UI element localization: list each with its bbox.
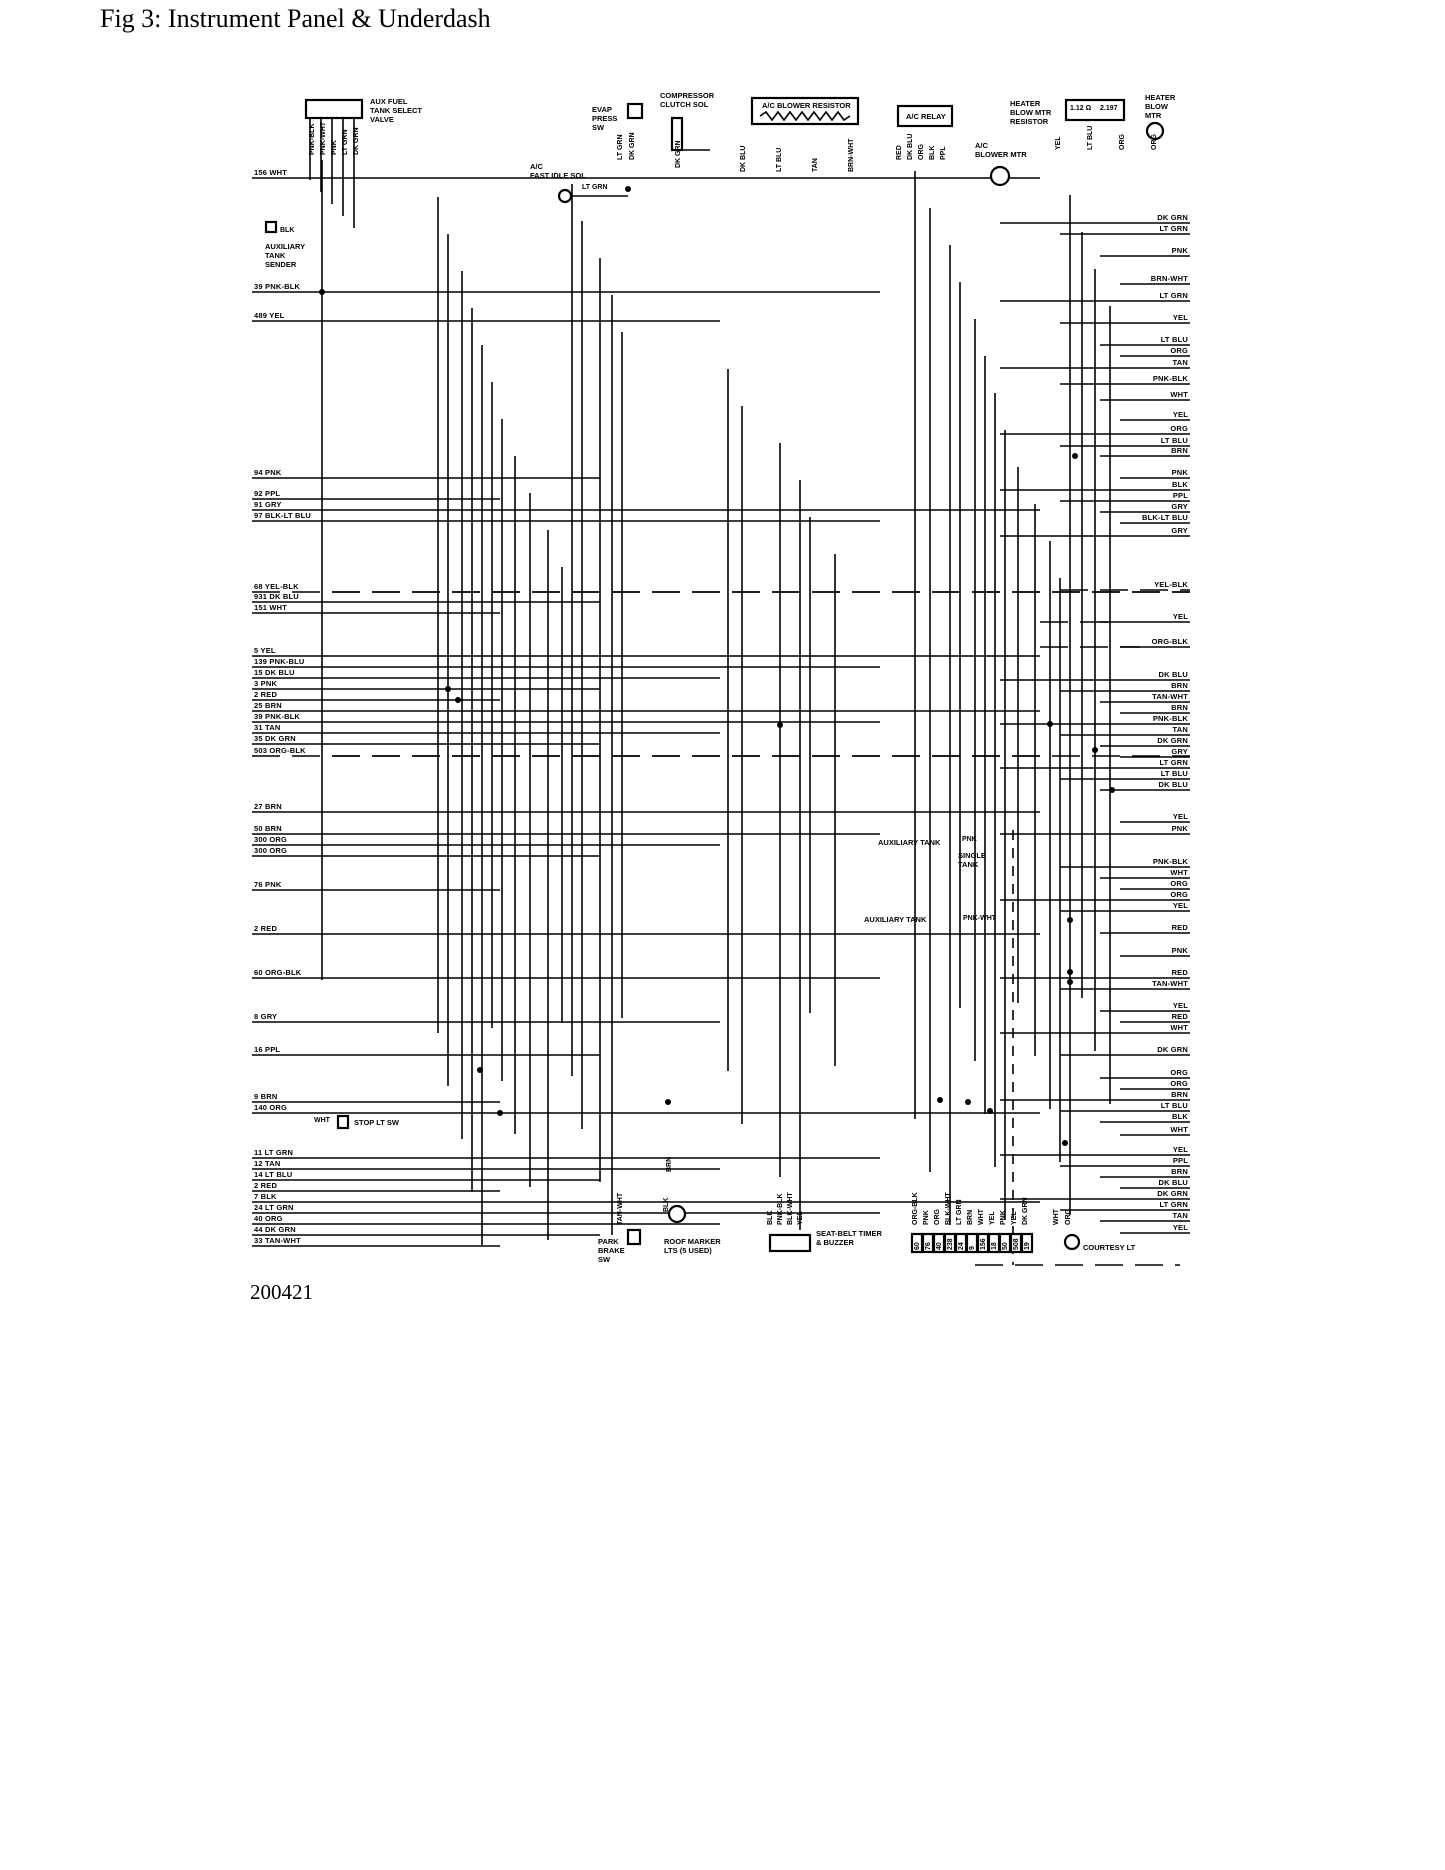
left-circuit-label: 60 ORG-BLK bbox=[254, 968, 302, 977]
left-circuit-label: 68 YEL-BLK bbox=[254, 582, 299, 591]
heater-wire-label: ORG bbox=[1119, 134, 1126, 150]
ac-relay-label: A/C RELAY bbox=[906, 112, 946, 121]
right-circuit-label: WHT bbox=[1170, 1023, 1188, 1032]
connector-pin-number: 24 bbox=[958, 1242, 965, 1250]
relay-wire-label: BLK bbox=[929, 145, 936, 160]
left-circuit-label: 7 BLK bbox=[254, 1192, 277, 1201]
connector-wire-label: ORG bbox=[934, 1209, 941, 1225]
left-circuit-label: 2 RED bbox=[254, 1181, 278, 1190]
left-circuit-label: 91 GRY bbox=[254, 500, 282, 509]
right-circuit-label: RED bbox=[1171, 923, 1188, 932]
connector-pin-number: 9 bbox=[969, 1246, 976, 1250]
connector-pin-number: 18 bbox=[991, 1242, 998, 1250]
fast-idle-wire-label: LT GRN bbox=[582, 184, 608, 191]
left-circuit-label: 35 DK GRN bbox=[254, 734, 296, 743]
blower-resistor-wire-label: DK BLU bbox=[740, 145, 747, 172]
ac-fast-idle-sol bbox=[559, 190, 571, 202]
connector-pin-number: 19 bbox=[1024, 1242, 1031, 1250]
splice-dot bbox=[497, 1110, 503, 1116]
auxiliary-tank-sender-label: AUXILIARY bbox=[265, 242, 306, 251]
connector-wire-label: LT GRN bbox=[956, 1199, 963, 1225]
right-circuit-label: YEL bbox=[1172, 812, 1188, 821]
aux-tank-wire-label: PNK bbox=[962, 836, 977, 843]
ac-blower-mtr-label: BLOWER MTR bbox=[975, 150, 1027, 159]
connector-pin-number: 156 bbox=[980, 1238, 987, 1250]
splice-dot bbox=[965, 1099, 971, 1105]
splice-dot bbox=[1109, 787, 1115, 793]
right-circuit-label: DK GRN bbox=[1157, 1045, 1188, 1054]
heater-blow-mtr-label: HEATER bbox=[1145, 93, 1176, 102]
right-circuit-label: LT GRN bbox=[1159, 1200, 1188, 1209]
wire-network bbox=[252, 118, 1190, 1265]
connector-pin-number: 50 bbox=[1002, 1242, 1009, 1250]
stop-lt-sw bbox=[338, 1116, 348, 1128]
blower-resistor-wire-label: BRN-WHT bbox=[848, 138, 855, 172]
right-circuit-label: BRN bbox=[1171, 1167, 1188, 1176]
left-circuit-label: 2 RED bbox=[254, 924, 278, 933]
right-circuit-label: ORG bbox=[1170, 1068, 1188, 1077]
right-circuit-label: YEL bbox=[1172, 1145, 1188, 1154]
heater-blow-mtr-resistor-label: RESISTOR bbox=[1010, 117, 1049, 126]
park-brake-wire-label: TAN-WHT bbox=[617, 1192, 624, 1225]
splice-dot bbox=[319, 289, 325, 295]
right-circuit-label: PNK bbox=[1171, 246, 1188, 255]
right-circuit-label: WHT bbox=[1170, 868, 1188, 877]
left-circuit-label: 33 TAN-WHT bbox=[254, 1236, 301, 1245]
courtesy-lt-label: COURTESY LT bbox=[1083, 1243, 1136, 1252]
right-circuit-label: BRN bbox=[1171, 681, 1188, 690]
splice-dot bbox=[625, 186, 631, 192]
connector-wire-label: BLK-WHT bbox=[945, 1192, 952, 1225]
figure-number: 200421 bbox=[250, 1280, 313, 1304]
resistor-value: 2.197 bbox=[1100, 105, 1118, 112]
evap-press-sw-label: SW bbox=[592, 123, 605, 132]
evap-press-sw-label: PRESS bbox=[592, 114, 618, 123]
resistor-value: 1.12 Ω bbox=[1070, 105, 1092, 112]
evap-press-sw bbox=[628, 104, 642, 118]
component-layer bbox=[266, 98, 1163, 1252]
splice-dot bbox=[1067, 917, 1073, 923]
connector-wire-label: YEL bbox=[989, 1211, 996, 1225]
courtesy-wire-label: ORG bbox=[1065, 1209, 1072, 1225]
courtesy-lt bbox=[1065, 1235, 1079, 1249]
right-circuit-label: PNK-BLK bbox=[1152, 374, 1188, 383]
seat-belt-timer-buzzer bbox=[770, 1235, 810, 1251]
aux-fuel-tank-select-valve-label: AUX FUEL bbox=[370, 97, 408, 106]
left-circuit-label: 39 PNK-BLK bbox=[254, 712, 301, 721]
right-circuit-label: LT GRN bbox=[1159, 224, 1188, 233]
right-circuit-label: YEL bbox=[1172, 901, 1188, 910]
blower-resistor-wire-label: TAN bbox=[812, 158, 819, 172]
right-circuit-label: YEL bbox=[1172, 612, 1188, 621]
splice-dot bbox=[477, 1067, 483, 1073]
aux-tank-wire-label: PNK-WHT bbox=[963, 915, 997, 922]
left-circuit-label: 24 LT GRN bbox=[254, 1203, 294, 1212]
splice-dot bbox=[1072, 453, 1078, 459]
right-circuit-label: WHT bbox=[1170, 1125, 1188, 1134]
aux-fuel-tank-select-valve-label: TANK SELECT bbox=[370, 106, 422, 115]
right-circuit-label: PPL bbox=[1172, 491, 1188, 500]
splice-dot bbox=[1092, 747, 1098, 753]
right-circuit-label: TAN-WHT bbox=[1152, 979, 1188, 988]
right-circuit-label: BRN-WHT bbox=[1150, 274, 1188, 283]
left-circuit-label: 156 WHT bbox=[254, 168, 288, 177]
right-circuit-label: TAN-WHT bbox=[1152, 692, 1188, 701]
roof-marker-lts-label: LTS (5 USED) bbox=[664, 1246, 712, 1255]
heater-blow-mtr-resistor-label: BLOW MTR bbox=[1010, 108, 1052, 117]
right-circuit-label: LT BLU bbox=[1160, 769, 1188, 778]
aux-fuel-tank-select-valve bbox=[306, 100, 362, 118]
connector-wire-label: BRN bbox=[967, 1209, 974, 1225]
park-brake-sw bbox=[628, 1230, 640, 1244]
left-circuit-label: 489 YEL bbox=[254, 311, 285, 320]
left-circuit-label: 300 ORG bbox=[254, 835, 288, 844]
right-circuit-label: LT GRN bbox=[1159, 758, 1188, 767]
left-circuit-label: 11 LT GRN bbox=[254, 1148, 294, 1157]
connector-pin-number: 508 bbox=[1013, 1238, 1020, 1250]
auxiliary-tank-sender-label: TANK bbox=[265, 251, 286, 260]
connector-wire-label: PNK bbox=[1000, 1210, 1007, 1225]
roof-marker-lts bbox=[669, 1206, 685, 1222]
ac-fast-idle-sol-label: FAST IDLE SOL bbox=[530, 171, 586, 180]
right-circuit-label: GRY bbox=[1171, 747, 1188, 756]
right-circuit-label: LT GRN bbox=[1159, 291, 1188, 300]
splice-dot bbox=[445, 686, 451, 692]
seat-belt-wire-label: BLK-WHT bbox=[787, 1192, 794, 1225]
left-circuit-label: 97 BLK-LT BLU bbox=[254, 511, 312, 520]
connector-pin-number: 40 bbox=[936, 1242, 943, 1250]
left-circuit-label: 5 YEL bbox=[254, 646, 276, 655]
left-circuit-label: 151 WHT bbox=[254, 603, 288, 612]
relay-wire-label: DK BLU bbox=[907, 133, 914, 160]
stop-lt-sw-label: STOP LT SW bbox=[354, 1118, 400, 1127]
right-circuit-label: TAN bbox=[1172, 358, 1188, 367]
relay-wire-label: ORG bbox=[918, 144, 925, 160]
left-circuit-label: 15 DK BLU bbox=[254, 668, 295, 677]
sender-wire-label: BLK bbox=[280, 227, 295, 234]
ac-blower-mtr-label: A/C bbox=[975, 141, 988, 150]
connector-wire-label: YEL bbox=[1011, 1211, 1018, 1225]
roof-marker-lts-label: ROOF MARKER bbox=[664, 1237, 721, 1246]
right-circuit-label: DK GRN bbox=[1157, 213, 1188, 222]
right-circuit-label: DK GRN bbox=[1157, 736, 1188, 745]
heater-blow-mtr-resistor-label: HEATER bbox=[1010, 99, 1041, 108]
seat-belt-timer-label: & BUZZER bbox=[816, 1238, 854, 1247]
splice-dot bbox=[1062, 1140, 1068, 1146]
right-circuit-label: BLK bbox=[1171, 480, 1188, 489]
courtesy-wire-label: WHT bbox=[1053, 1209, 1060, 1225]
left-circuit-label: 39 PNK-BLK bbox=[254, 282, 301, 291]
evap-wire-label: LT GRN bbox=[617, 134, 624, 160]
aux-valve-wire-label: PNK-BLK bbox=[309, 123, 316, 155]
splice-dot bbox=[1047, 721, 1053, 727]
compressor-clutch-sol-label: CLUTCH SOL bbox=[660, 100, 709, 109]
right-circuit-label: DK BLU bbox=[1158, 670, 1188, 679]
left-circuit-label: 12 TAN bbox=[254, 1159, 281, 1168]
right-circuit-label: YEL bbox=[1172, 313, 1188, 322]
park-brake-sw-label: SW bbox=[598, 1255, 611, 1264]
compressor-wire-label: DK GRN bbox=[675, 140, 682, 168]
evap-press-sw-label: EVAP bbox=[592, 105, 612, 114]
seat-belt-timer-label: SEAT-BELT TIMER bbox=[816, 1229, 882, 1238]
heater-wire-label: YEL bbox=[1055, 136, 1062, 150]
right-circuit-label: PNK bbox=[1171, 824, 1188, 833]
left-circuit-label: 503 ORG-BLK bbox=[254, 746, 306, 755]
evap-wire-label: DK GRN bbox=[629, 132, 636, 160]
roof-blk-wire-label: BLK bbox=[663, 1197, 670, 1212]
single-tank-label: TANK bbox=[958, 860, 979, 869]
left-circuit-label: 94 PNK bbox=[254, 468, 282, 477]
right-circuit-label: BRN bbox=[1171, 703, 1188, 712]
right-circuit-label: LT BLU bbox=[1160, 436, 1188, 445]
right-circuit-label: ORG bbox=[1170, 346, 1188, 355]
right-circuit-label: ORG bbox=[1170, 424, 1188, 433]
auxiliary-tank-label: AUXILIARY TANK bbox=[878, 838, 941, 847]
auxiliary-tank-label: AUXILIARY TANK bbox=[864, 915, 927, 924]
heater-wire-label: ORG bbox=[1151, 134, 1158, 150]
compressor-clutch-sol-label: COMPRESSOR bbox=[660, 91, 715, 100]
right-circuit-label: DK BLU bbox=[1158, 1178, 1188, 1187]
right-circuit-label: ORG bbox=[1170, 1079, 1188, 1088]
right-circuit-label: DK GRN bbox=[1157, 1189, 1188, 1198]
left-circuit-label: 76 PNK bbox=[254, 880, 282, 889]
right-circuit-label: RED bbox=[1171, 968, 1188, 977]
left-circuit-label: 92 PPL bbox=[254, 489, 281, 498]
stop-lt-wire-label: WHT bbox=[314, 1117, 330, 1124]
page-title: Fig 3: Instrument Panel & Underdash bbox=[100, 4, 491, 33]
heater-blow-mtr-label: MTR bbox=[1145, 111, 1162, 120]
right-circuit-label: YEL bbox=[1172, 410, 1188, 419]
left-circuit-label: 40 ORG bbox=[254, 1214, 283, 1223]
right-circuit-label: BLK bbox=[1171, 1112, 1188, 1121]
left-circuit-label: 27 BRN bbox=[254, 802, 282, 811]
splice-dot bbox=[1067, 969, 1073, 975]
right-circuit-label: LT BLU bbox=[1160, 1101, 1188, 1110]
ac-blower-mtr bbox=[991, 167, 1009, 185]
right-circuit-label: YEL bbox=[1172, 1223, 1188, 1232]
right-circuit-label: RED bbox=[1171, 1012, 1188, 1021]
seat-belt-wire-label: YEL bbox=[797, 1211, 804, 1225]
aux-fuel-tank-select-valve-label: VALVE bbox=[370, 115, 394, 124]
left-circuit-label: 31 TAN bbox=[254, 723, 281, 732]
right-circuit-label: YEL-BLK bbox=[1154, 580, 1188, 589]
right-circuit-label: BRN bbox=[1171, 1090, 1188, 1099]
splice-dot bbox=[665, 1099, 671, 1105]
ac-fast-idle-sol-label: A/C bbox=[530, 162, 543, 171]
right-circuit-label: LT BLU bbox=[1160, 335, 1188, 344]
connector-pin-number: 238 bbox=[947, 1238, 954, 1250]
right-circuit-label: TAN bbox=[1172, 725, 1188, 734]
right-circuit-label: PNK-BLK bbox=[1152, 857, 1188, 866]
right-circuit-label: ORG bbox=[1170, 890, 1188, 899]
left-circuit-label: 931 DK BLU bbox=[254, 592, 299, 601]
left-circuit-label: 139 PNK-BLU bbox=[254, 657, 305, 666]
roof-brn-wire-label: BRN bbox=[666, 1156, 673, 1172]
heater-wire-label: LT BLU bbox=[1087, 125, 1094, 150]
left-circuit-label: 3 PNK bbox=[254, 679, 278, 688]
right-circuit-label: DK BLU bbox=[1158, 780, 1188, 789]
left-circuit-label: 2 RED bbox=[254, 690, 278, 699]
single-tank-label: SINGLE bbox=[958, 851, 986, 860]
aux-valve-wire-label: PNK-WHT bbox=[320, 121, 327, 155]
relay-wire-label: PPL bbox=[940, 146, 947, 160]
left-circuit-label: 50 BRN bbox=[254, 824, 282, 833]
splice-dot bbox=[777, 722, 783, 728]
auxiliary-tank-sender bbox=[266, 222, 276, 232]
seat-belt-wire-label: BLK bbox=[767, 1210, 774, 1225]
aux-valve-wire-label: PNK bbox=[331, 140, 338, 155]
splice-dot bbox=[937, 1097, 943, 1103]
aux-valve-wire-label: DK GRN bbox=[353, 127, 360, 155]
auxiliary-tank-sender-label: SENDER bbox=[265, 260, 297, 269]
blower-resistor-wire-label: LT BLU bbox=[776, 147, 783, 172]
left-circuit-label: 25 BRN bbox=[254, 701, 282, 710]
right-circuit-label: ORG-BLK bbox=[1151, 637, 1188, 646]
left-circuit-label: 140 ORG bbox=[254, 1103, 288, 1112]
aux-valve-wire-label: LT GRN bbox=[342, 129, 349, 155]
splice-dot bbox=[987, 1108, 993, 1114]
right-circuit-label: YEL bbox=[1172, 1001, 1188, 1010]
right-circuit-label: PNK bbox=[1171, 946, 1188, 955]
right-circuit-label: ORG bbox=[1170, 879, 1188, 888]
right-circuit-label: BRN bbox=[1171, 446, 1188, 455]
right-circuit-label: GRY bbox=[1171, 502, 1188, 511]
park-brake-sw-label: PARK bbox=[598, 1237, 619, 1246]
relay-wire-label: RED bbox=[896, 145, 903, 160]
ac-blower-resistor-label: A/C BLOWER RESISTOR bbox=[762, 101, 851, 110]
left-circuit-label: 9 BRN bbox=[254, 1092, 278, 1101]
connector-wire-label: WHT bbox=[978, 1209, 985, 1225]
connector-wire-label: DK GRN bbox=[1022, 1197, 1029, 1225]
right-circuit-label: PPL bbox=[1172, 1156, 1188, 1165]
right-circuit-label: WHT bbox=[1170, 390, 1188, 399]
left-circuit-label: 16 PPL bbox=[254, 1045, 281, 1054]
right-circuit-label: PNK bbox=[1171, 468, 1188, 477]
left-circuit-label: 14 LT BLU bbox=[254, 1170, 293, 1179]
heater-blow-mtr-label: BLOW bbox=[1145, 102, 1168, 111]
connector-pin-number: 76 bbox=[925, 1242, 932, 1250]
right-circuit-label: PNK-BLK bbox=[1152, 714, 1188, 723]
right-circuit-label: BLK-LT BLU bbox=[1141, 513, 1188, 522]
splice-dot bbox=[1067, 979, 1073, 985]
connector-wire-label: PNK bbox=[923, 1210, 930, 1225]
seat-belt-wire-label: PNK-BLK bbox=[777, 1193, 784, 1225]
connector-wire-label: ORG-BLK bbox=[912, 1192, 919, 1225]
connector-pin-number: 60 bbox=[914, 1242, 921, 1250]
left-circuit-label: 44 DK GRN bbox=[254, 1225, 296, 1234]
right-circuit-label: GRY bbox=[1171, 526, 1188, 535]
park-brake-sw-label: BRAKE bbox=[598, 1246, 625, 1255]
splice-dot bbox=[455, 697, 461, 703]
left-circuit-label: 8 GRY bbox=[254, 1012, 278, 1021]
left-circuit-label: 300 ORG bbox=[254, 846, 288, 855]
right-circuit-label: TAN bbox=[1172, 1211, 1188, 1220]
